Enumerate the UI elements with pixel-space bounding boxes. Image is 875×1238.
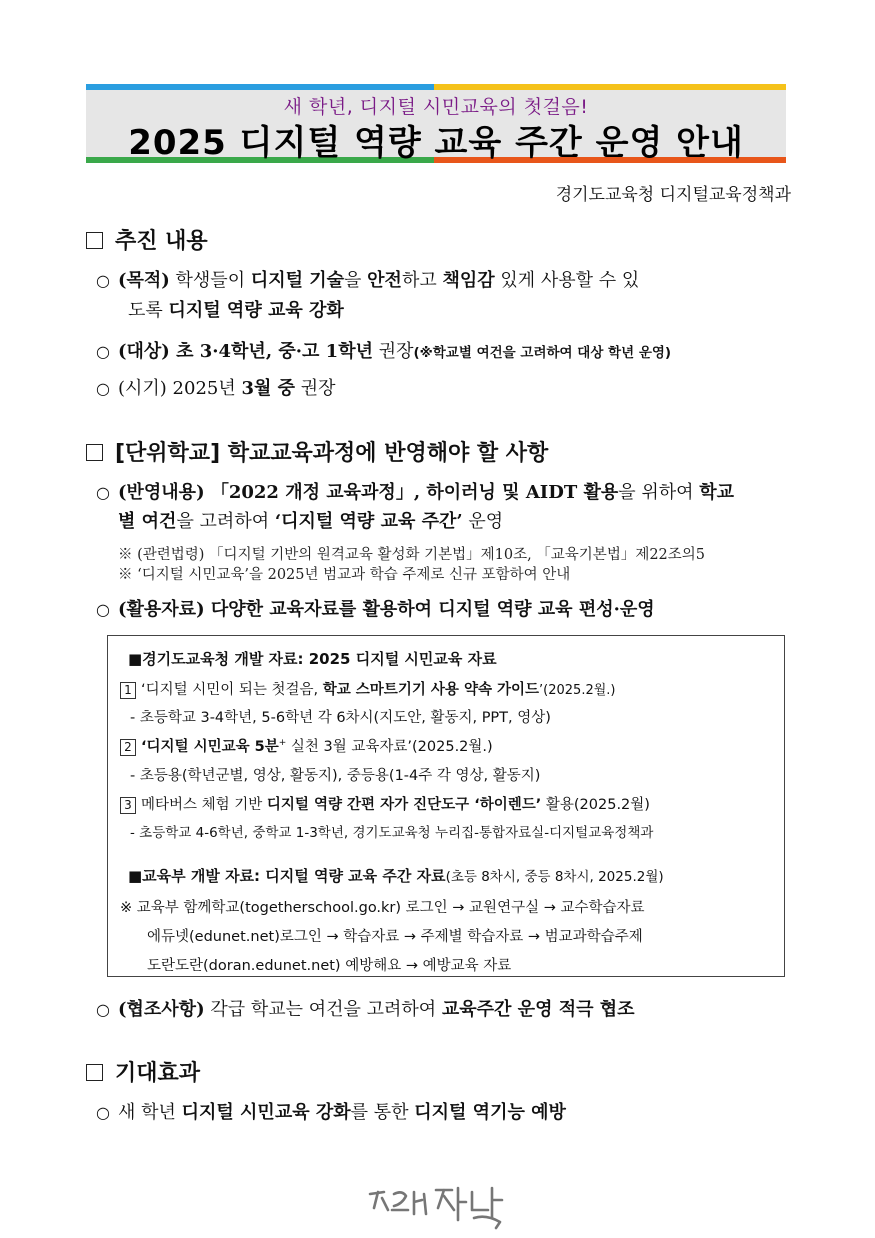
list-item-target: ○ (대상) 초 3·4학년, 중·고 1학년 권장(※학교별 여건을 고려하여 대상 학년 운영)	[96, 337, 816, 368]
moe-link-togetherschool: ※ 교육부 함께학교(togetherschool.go.kr) 로그인 → 교원연구실 → 교수학습자료	[120, 900, 645, 916]
circle-bullet-icon: ○	[96, 342, 110, 361]
list-item-materials: ○ (활용자료) 다양한 교육자료를 활용하여 디지털 역량 교육 편성·운영	[96, 595, 655, 625]
resources-box	[107, 635, 785, 977]
circle-bullet-icon: ○	[96, 1000, 110, 1019]
moe-link-edunet: 에듀넷(edunet.net)로그인 → 학습자료 → 주제별 학습자료 → 범교과학습주제	[147, 929, 643, 945]
department-name: 경기도교육청 디지털교육정책과	[555, 185, 791, 205]
resources-heading-gyeonggi: ■경기도교육청 개발 자료: 2025 디지털 시민교육 자료	[128, 650, 497, 668]
checkbox-square-icon	[86, 444, 103, 461]
checkbox-square-icon	[86, 232, 103, 249]
list-item-reflection-line2: 별 여건을 고려하여 ‘디지털 역량 교육 주간’ 운영	[118, 511, 504, 532]
circle-bullet-icon: ○	[96, 1103, 110, 1122]
circle-bullet-icon: ○	[96, 600, 110, 619]
checkbox-square-icon	[86, 1064, 103, 1081]
circle-bullet-icon: ○	[96, 379, 110, 398]
note-citizenship: ※ ‘디지털 시민교육’을 2025년 범교과 학습 주제로 신규 포함하여 안내	[118, 567, 571, 583]
circle-bullet-icon: ○	[96, 483, 110, 502]
moe-link-doran: 도란도란(doran.edunet.net) 예방해요 → 예방교육 자료	[147, 958, 512, 974]
page-title: 2025 디지털 역량 교육 주간 운영 안내	[128, 123, 744, 163]
resource-item-1-detail: - 초등학교 3-4학년, 5-6학년 각 6차시(지도안, 활동지, PPT, 영상)	[130, 710, 551, 726]
resource-item-3-detail: - 초등학교 4-6학년, 중학교 1-3학년, 경기도교육청 누리집-통합자료실-디지털교육정책과	[130, 825, 654, 841]
resource-item-2-detail: - 초등용(학년군별, 영상, 활동지), 중등용(1-4주 각 영상, 활동지)	[130, 768, 541, 784]
section-heading-text: [단위학교] 학교교육과정에 반영해야 할 사항	[115, 441, 549, 466]
list-item-purpose-line2: 도록 디지털 역량 교육 강화	[128, 300, 344, 321]
note-related-law: ※ (관련법령) 「디지털 기반의 원격교육 활성화 기본법」제10조, 「교육기본법」제22조의5	[118, 547, 706, 563]
list-item-cooperation: ○ (협조사항) 각급 학교는 여건을 고려하여 교육주간 운영 적극 협조	[96, 995, 635, 1025]
list-item-period: ○ (시기) 2025년 3월 중 권장	[96, 374, 336, 404]
circle-bullet-icon: ○	[96, 271, 110, 290]
resource-item-1: 1 ‘디지털 시민이 되는 첫걸음, 학교 스마트기기 사용 약속 가이드’(2025.2월.)	[120, 678, 616, 699]
number-1-icon: 1	[120, 682, 136, 699]
section-heading-text: 기대효과	[115, 1061, 201, 1086]
list-item-purpose: ○ (목적) 학생들이 디지털 기술을 안전하고 책임감 있게 사용할 수 있	[96, 266, 796, 296]
number-3-icon: 3	[120, 797, 136, 814]
resource-item-2: 2 ‘디지털 시민교육 5분+ 실천 3월 교육자료’(2025.2월.)	[120, 735, 493, 756]
section-heading-text: 추진 내용	[115, 229, 208, 254]
section-heading-school	[86, 436, 548, 467]
list-item-effect: ○ 새 학년 디지털 시민교육 강화를 통한 디지털 역기능 예방	[96, 1098, 566, 1128]
header-subtitle: 새 학년, 디지털 시민교육의 첫걸음!	[283, 96, 589, 118]
number-2-icon: 2	[120, 739, 136, 756]
list-item-reflection: ○ (반영내용) 「2022 개정 교육과정」, 하이러닝 및 AIDT 활용을 위하여 학교	[96, 478, 816, 508]
handwritten-signature	[362, 1180, 522, 1230]
resources-heading-moe: ■교육부 개발 자료: 디지털 역량 교육 주간 자료(초등 8차시, 중등 8차시, 2025.2월)	[128, 867, 664, 885]
resource-item-3: 3 메타버스 체험 기반 디지털 역량 간편 자가 진단도구 ‘하이렌드’ 활용(2025.2월)	[120, 793, 650, 814]
section-heading-plan	[86, 224, 208, 255]
section-heading-effects	[86, 1056, 200, 1087]
